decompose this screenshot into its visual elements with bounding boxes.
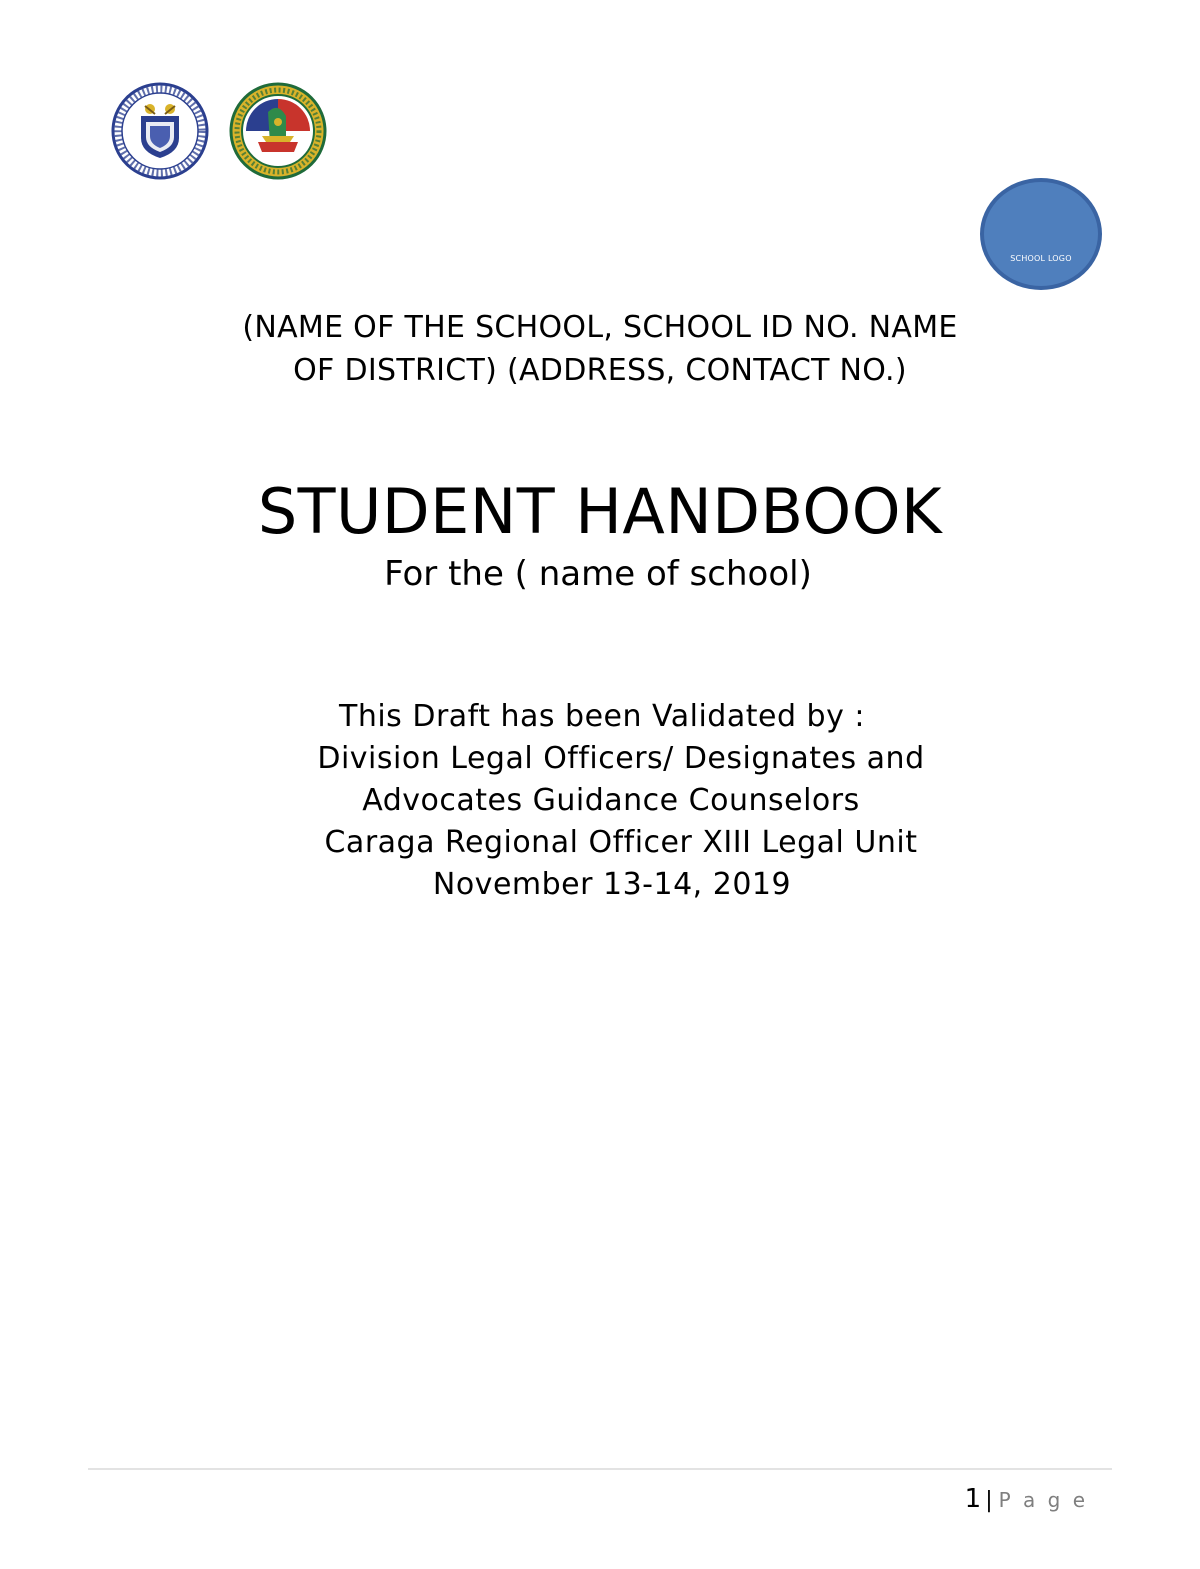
handbook-title: STUDENT HANDBOOK — [257, 475, 943, 548]
page-number: 1 — [964, 1484, 982, 1514]
footer-divider — [88, 1468, 1112, 1470]
validation-line-1: This Draft has been Validated by : — [339, 699, 865, 734]
division-seal-icon — [228, 82, 328, 180]
school-logo-label: SCHOOL LOGO — [1010, 254, 1072, 263]
validation-line-5: November 13-14, 2019 — [432, 867, 792, 902]
deped-seal-icon — [110, 82, 210, 180]
school-header-line-2: OF DISTRICT) (ADDRESS, CONTACT NO.) — [293, 353, 907, 388]
school-header-line-1: (NAME OF THE SCHOOL, SCHOOL ID NO. NAME — [242, 310, 958, 345]
page-separator: | — [985, 1488, 993, 1513]
page-footer — [965, 1484, 1088, 1516]
validation-line-4: Caraga Regional Officer XIII Legal Unit — [324, 825, 918, 860]
validation-line-2: Division Legal Officers/ Designates and — [317, 741, 925, 776]
validation-block — [44, 696, 1200, 906]
validation-line-3: Advocates Guidance Counselors — [362, 783, 860, 818]
handbook-subtitle: For the ( name of school) — [384, 554, 812, 594]
school-logo — [980, 178, 1102, 290]
division-seal-logo — [228, 82, 328, 180]
deped-seal-logo — [110, 82, 210, 180]
page-label: P a g e — [998, 1488, 1088, 1512]
school-header — [0, 306, 1200, 392]
